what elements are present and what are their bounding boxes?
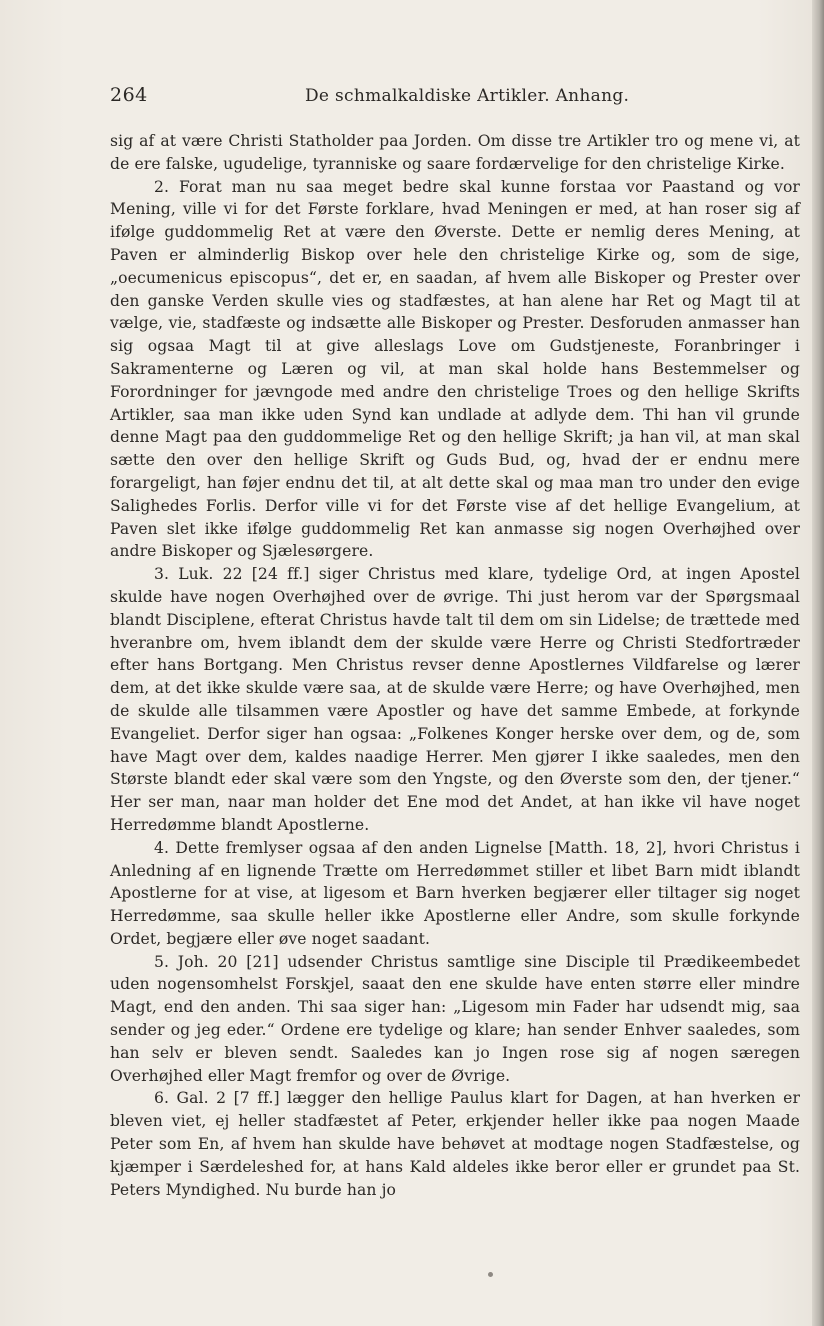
paragraph-4: 4. Dette fremlyser ogsaa af den anden Lignelse [Matth. 18, 2], hvori Christus i Anledning af en lignende Trætte om Herredømmet stiller et libet Barn midt iblandt Apostlerne for at vise, at ligesom et Barn hverken begjærer eller tiltager sig noget Herredømme, saa skulle heller ikke Apostlerne eller Andre, som skulle forkynde Ordet, begjære eller øve noget saadant. [110, 838, 800, 948]
paragraph-3: 3. Luk. 22 [24 ff.] siger Christus med klare, tydelige Ord, at ingen Apostel skulde have nogen Overhøjhed over de øvrige. Thi just herom var der Spørgsmaal blandt Disciplene, efterat Christus havde talt til dem om sin Lidelse; de trættede med hveranbre om, hvem iblandt dem der skulde være Herre og Christi Stedfortræder efter hans Bortgang. Men Christus revser denne Apostlernes Vildfarelse og lærer dem, at det ikke skulde være saa, at de skulde være Herre; og have Overhøjhed, men de skulde alle tilsammen være Apostler og have det samme Embede, at forkynde Evangeliet. Derfor siger han ogsaa: „Folkenes Konger herske over dem, og de, som have Magt over dem, kaldes naadige Herrer. Men gjører I ikke saaledes, men den Største blandt eder skal være som den Yngste, og den Øverste som den, der tjener.“ Her ser man, naar man holder det Ene mod det Andet, at han ikke vil have noget Herredømme blandt Apostlerne. [110, 565, 800, 834]
body-text [110, 130, 800, 1201]
paragraph-2: 2. Forat man nu saa meget bedre skal kunne forstaa vor Paastand og vor Mening, ville vi for det Første forklare, hvad Meningen er med, at han roser sig af ifølge guddommelig Ret at være den Øverste. Dette er nemlig deres Mening, at Paven er alminderlig Biskop over hele den christelige Kirke og, som de sige, „oecumenicus episcopus“, det er, en saadan, af hvem alle Biskoper og Prester over den ganske Verden skulle vies og stadfæstes, at han alene har Ret og Magt til at vælge, vie, stadfæste og indsætte alle Biskoper og Prester. Desforuden anmasser han sig ogsaa Magt til at give alleslags Love om Gudstjeneste, Foranbringer i Sakramenterne og Læren og vil, at man skal holde hans Bestemmelser og Forordninger for jævngode med andre den christelige Troes og den hellige Skrifts Artikler, saa man ikke uden Synd kan undlade at adlyde dem. Thi han vil grunde denne Magt paa den guddommelige Ret og den hellige Skrift; ja han vil, at man skal sætte den over den hellige Skrift og Guds Bud, og, hvad der er endnu mere forargeligt, han føjer endnu det til, at alt dette skal og maa man tro under den evige Salighedes Forlis. Derfor ville vi for det Første vise af det hellige Evangelium, at Paven slet ikke ifølge guddommelig Ret kan anmasse sig nogen Overhøjhed over andre Biskoper og Sjælesørgere. [110, 177, 800, 561]
paragraph-continued: sig af at være Christi Statholder paa Jorden. Om disse tre Artikler tro og mene vi, at de ere falske, ugudelige, tyranniske og saare fordærvelige for den christelige Kirke. [110, 132, 800, 173]
paragraph-6: 6. Gal. 2 [7 ff.] lægger den hellige Paulus klart for Dagen, at han hverken er bleven viet, ej heller stadfæstet af Peter, erkjender heller ikke paa nogen Maade Peter som En, af hvem han skulde have behøvet at modtage nogen Stadfæstelse, og kjæmper i Særdeleshed for, at hans Kald aldeles ikke beror eller er grundet paa St. Peters Myndighed. Nu burde han jo [110, 1089, 800, 1199]
printing-speck [488, 1272, 493, 1277]
page-header [110, 84, 800, 114]
page-edge-shadow [812, 0, 824, 1326]
paragraph-5: 5. Joh. 20 [21] udsender Christus samtlige sine Disciple til Prædikeembedet uden nogensomhelst Forskjel, saaat den ene skulde have enten større eller mindre Magt, end den anden. Thi saa siger han: „Ligesom min Fader har udsendt mig, saa sender og jeg eder.“ Ordene ere tydelige og klare; han sender Enhver saaledes, som han selv er bleven sendt. Saaledes kan jo Ingen rose sig af nogen særegen Overhøjhed eller Magt fremfor og over de Øvrige. [110, 952, 800, 1085]
page-number: 264 [110, 84, 148, 106]
running-head: De schmalkaldiske Artikler. Anhang. [305, 86, 630, 106]
